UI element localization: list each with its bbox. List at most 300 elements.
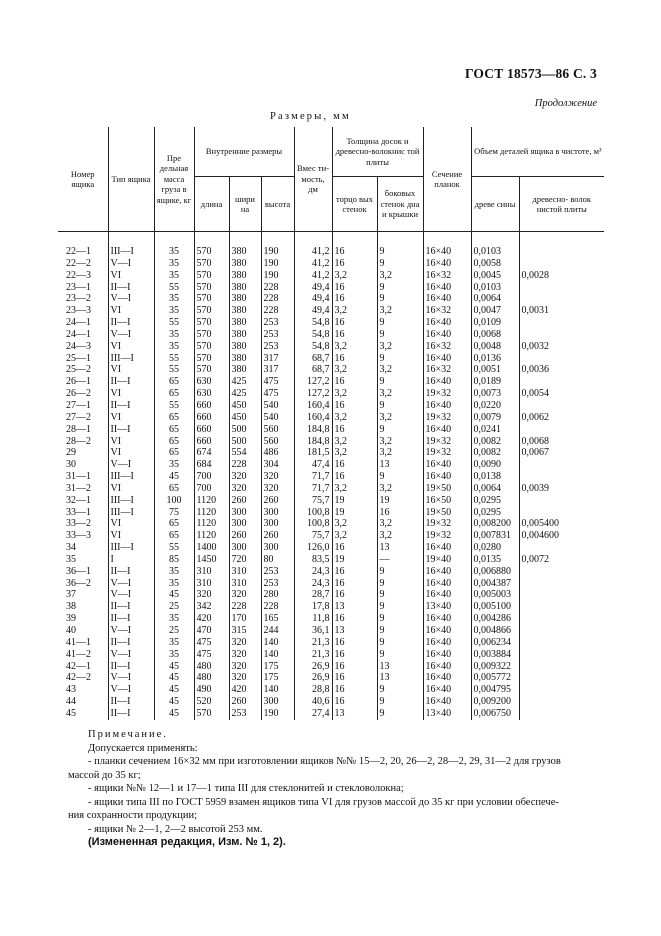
cell-wood-volume: 0,004795	[471, 684, 519, 696]
cell-width: 320	[229, 672, 261, 684]
cell-capacity: 26,9	[294, 672, 332, 684]
cell-length: 310	[194, 578, 229, 590]
header-width: шири на	[229, 177, 261, 232]
cell-height: 317	[261, 364, 294, 376]
cell-capacity: 181,5	[294, 447, 332, 459]
cell-wood-volume: 0,005003	[471, 589, 519, 601]
cell-length: 480	[194, 661, 229, 673]
cell-fibreboard-volume	[519, 495, 604, 507]
cell-mass: 55	[154, 542, 194, 554]
cell-fibreboard-volume: 0,0032	[519, 341, 604, 353]
table-row	[58, 447, 604, 459]
cell-height: 300	[261, 507, 294, 519]
cell-type: V—I	[108, 578, 154, 590]
cell-wood-volume: 0,0090	[471, 459, 519, 471]
cell-side-walls: 13	[377, 661, 423, 673]
cell-width: 300	[229, 542, 261, 554]
cell-wood-volume: 0,0138	[471, 471, 519, 483]
cell-type: III—I	[108, 232, 154, 258]
cell-fibreboard-volume	[519, 317, 604, 329]
cell-fibreboard-volume	[519, 459, 604, 471]
cell-number: 27—2	[66, 411, 91, 423]
cell-width: 300	[229, 507, 261, 519]
cell-number: 42—1	[66, 660, 91, 672]
cell-capacity: 71,7	[294, 483, 332, 495]
cell-number: 43	[66, 684, 76, 696]
cell-side-walls: 3,2	[377, 305, 423, 317]
cell-fibreboard-volume	[519, 708, 604, 720]
cell-width: 500	[229, 424, 261, 436]
cell-height: 140	[261, 684, 294, 696]
cell-number: 22—1	[66, 246, 91, 257]
cell-number: 22—3	[66, 269, 91, 281]
cell-end-walls: 16	[332, 672, 377, 684]
cell-type: V—I	[108, 672, 154, 684]
note-line: ния сохранности продукции;	[68, 810, 198, 821]
cell-fibreboard-volume	[519, 613, 604, 625]
cell-type: VI	[108, 436, 154, 448]
cell-mass: 45	[154, 589, 194, 601]
cell-wood-volume: 0,0058	[471, 258, 519, 270]
cell-end-walls: 16	[332, 613, 377, 625]
cell-wood-volume: 0,0135	[471, 554, 519, 566]
cell-width: 380	[229, 293, 261, 305]
cell-length: 684	[194, 459, 229, 471]
header-height: высота	[261, 177, 294, 232]
header-fibreboard: древесно- волок нистой плиты	[519, 177, 604, 232]
cell-mass: 35	[154, 459, 194, 471]
cell-mass: 35	[154, 613, 194, 625]
cell-side-walls: 13	[377, 542, 423, 554]
cell-width: 320	[229, 637, 261, 649]
note-line: - ящики №№ 12—1 и 17—1 типа III для стеклонитей и стекловолокна;	[88, 783, 404, 794]
cell-length: 660	[194, 424, 229, 436]
cell-fibreboard-volume: 0,0031	[519, 305, 604, 317]
cell-fibreboard-volume: 0,0062	[519, 412, 604, 424]
cell-type: I	[108, 554, 154, 566]
cell-side-walls: 3,2	[377, 341, 423, 353]
cell-capacity: 21,3	[294, 637, 332, 649]
cell-height: 300	[261, 696, 294, 708]
cell-number: 25—2	[66, 364, 91, 376]
cell-length: 490	[194, 684, 229, 696]
cell-length: 570	[194, 317, 229, 329]
cell-wood-volume: 0,0082	[471, 447, 519, 459]
cell-height: 253	[261, 566, 294, 578]
cell-end-walls: 13	[332, 625, 377, 637]
cell-capacity: 54,8	[294, 317, 332, 329]
cell-length: 1120	[194, 495, 229, 507]
cell-wood-volume: 0,005100	[471, 601, 519, 613]
cell-width: 320	[229, 661, 261, 673]
page-header: ГОСТ 18573—86 С. 3	[464, 66, 597, 81]
cell-mass: 55	[154, 400, 194, 412]
cell-type: II—I	[108, 376, 154, 388]
cell-battens: 16×32	[423, 270, 471, 282]
cell-length: 700	[194, 483, 229, 495]
header-side-walls: боковых стенок дна и крышки	[377, 177, 423, 232]
cell-length: 342	[194, 601, 229, 613]
cell-wood-volume: 0,0136	[471, 353, 519, 365]
cell-fibreboard-volume: 0,0054	[519, 388, 604, 400]
cell-length: 570	[194, 258, 229, 270]
cell-capacity: 184,8	[294, 436, 332, 448]
cell-battens: 16×40	[423, 589, 471, 601]
cell-capacity: 160,4	[294, 412, 332, 424]
cell-type: VI	[108, 388, 154, 400]
cell-width: 320	[229, 483, 261, 495]
cell-number: 36—1	[66, 565, 91, 577]
cell-height: 140	[261, 649, 294, 661]
cell-length: 570	[194, 282, 229, 294]
cell-fibreboard-volume	[519, 566, 604, 578]
cell-mass: 65	[154, 436, 194, 448]
cell-height: 486	[261, 447, 294, 459]
cell-wood-volume: 0,0295	[471, 507, 519, 519]
cell-mass: 45	[154, 661, 194, 673]
cell-height: 244	[261, 625, 294, 637]
cell-capacity: 68,7	[294, 353, 332, 365]
table-row	[58, 293, 604, 305]
table-row	[58, 530, 604, 542]
cell-wood-volume: 0,0047	[471, 305, 519, 317]
cell-capacity: 26,9	[294, 661, 332, 673]
cell-capacity: 68,7	[294, 364, 332, 376]
cell-width: 310	[229, 566, 261, 578]
cell-battens: 16×40	[423, 376, 471, 388]
cell-type: VI	[108, 364, 154, 376]
cell-end-walls: 3,2	[332, 518, 377, 530]
table-row	[58, 317, 604, 329]
cell-type: II—I	[108, 601, 154, 613]
cell-height: 560	[261, 424, 294, 436]
cell-battens: 16×40	[423, 542, 471, 554]
cell-width: 380	[229, 258, 261, 270]
cell-fibreboard-volume	[519, 696, 604, 708]
cell-number: 23—3	[66, 305, 91, 317]
cell-width: 380	[229, 270, 261, 282]
cell-side-walls: 3,2	[377, 412, 423, 424]
cell-type: II—I	[108, 566, 154, 578]
cell-mass: 25	[154, 625, 194, 637]
cell-mass: 65	[154, 530, 194, 542]
cell-end-walls: 16	[332, 589, 377, 601]
cell-wood-volume: 0,004866	[471, 625, 519, 637]
cell-wood-volume: 0,0048	[471, 341, 519, 353]
cell-height: 228	[261, 293, 294, 305]
cell-mass: 55	[154, 317, 194, 329]
cell-wood-volume: 0,009200	[471, 696, 519, 708]
table-caption: Размеры, мм	[270, 111, 351, 122]
cell-width: 425	[229, 388, 261, 400]
cell-fibreboard-volume	[519, 542, 604, 554]
cell-mass: 65	[154, 376, 194, 388]
cell-end-walls: 3,2	[332, 305, 377, 317]
cell-length: 660	[194, 412, 229, 424]
cell-capacity: 28,7	[294, 589, 332, 601]
cell-type: II—I	[108, 317, 154, 329]
cell-width: 450	[229, 412, 261, 424]
cell-capacity: 160,4	[294, 400, 332, 412]
cell-length: 700	[194, 471, 229, 483]
cell-number: 24—3	[66, 340, 91, 352]
cell-wood-volume: 0,006880	[471, 566, 519, 578]
cell-wood-volume: 0,007831	[471, 530, 519, 542]
cell-length: 470	[194, 625, 229, 637]
cell-end-walls: 19	[332, 554, 377, 566]
cell-type: VI	[108, 483, 154, 495]
table-row	[58, 282, 604, 294]
cell-length: 660	[194, 400, 229, 412]
cell-side-walls: 9	[377, 637, 423, 649]
cell-capacity: 28,8	[294, 684, 332, 696]
cell-type: III—I	[108, 542, 154, 554]
cell-side-walls: 9	[377, 601, 423, 613]
cell-mass: 85	[154, 554, 194, 566]
table-row	[58, 471, 604, 483]
cell-battens: 13×40	[423, 601, 471, 613]
cell-width: 500	[229, 436, 261, 448]
table-row	[58, 495, 604, 507]
cell-battens: 16×40	[423, 293, 471, 305]
cell-end-walls: 16	[332, 282, 377, 294]
cell-side-walls: 3,2	[377, 388, 423, 400]
table-row	[58, 684, 604, 696]
cell-end-walls: 16	[332, 353, 377, 365]
cell-side-walls: 9	[377, 282, 423, 294]
cell-end-walls: 16	[332, 696, 377, 708]
table-row	[58, 672, 604, 684]
cell-type: VI	[108, 530, 154, 542]
cell-length: 1450	[194, 554, 229, 566]
cell-number: 30	[66, 459, 76, 471]
cell-capacity: 21,3	[294, 649, 332, 661]
cell-battens: 16×50	[423, 495, 471, 507]
cell-height: 175	[261, 672, 294, 684]
cell-fibreboard-volume	[519, 376, 604, 388]
cell-fibreboard-volume	[519, 232, 604, 258]
cell-capacity: 41,2	[294, 270, 332, 282]
cell-end-walls: 13	[332, 708, 377, 720]
cell-mass: 35	[154, 305, 194, 317]
cell-battens: 16×40	[423, 625, 471, 637]
cell-number: 41—1	[66, 636, 91, 648]
cell-side-walls: 9	[377, 317, 423, 329]
cell-end-walls: 3,2	[332, 341, 377, 353]
cell-mass: 65	[154, 424, 194, 436]
cell-height: 320	[261, 483, 294, 495]
cell-number: 27—1	[66, 399, 91, 411]
table-row	[58, 258, 604, 270]
cell-wood-volume: 0,0220	[471, 400, 519, 412]
table-row	[58, 578, 604, 590]
cell-height: 253	[261, 341, 294, 353]
cell-width: 380	[229, 305, 261, 317]
cell-wood-volume: 0,005772	[471, 672, 519, 684]
cell-side-walls: 3,2	[377, 483, 423, 495]
cell-fibreboard-volume: 0,005400	[519, 518, 604, 530]
cell-type: V—I	[108, 625, 154, 637]
cell-length: 475	[194, 637, 229, 649]
cell-side-walls: 3,2	[377, 518, 423, 530]
cell-capacity: 75,7	[294, 530, 332, 542]
cell-battens: 13×40	[423, 708, 471, 720]
cell-end-walls: 3,2	[332, 270, 377, 282]
cell-capacity: 49,4	[294, 305, 332, 317]
cell-width: 420	[229, 684, 261, 696]
cell-side-walls: 9	[377, 424, 423, 436]
cell-side-walls: 16	[377, 507, 423, 519]
cell-height: 190	[261, 708, 294, 720]
cell-type: II—I	[108, 282, 154, 294]
cell-fibreboard-volume	[519, 424, 604, 436]
cell-number: 33—1	[66, 506, 91, 518]
cell-capacity: 54,8	[294, 341, 332, 353]
table-row	[58, 542, 604, 554]
cell-end-walls: 3,2	[332, 483, 377, 495]
cell-width: 228	[229, 459, 261, 471]
cell-height: 140	[261, 637, 294, 649]
cell-type: V—I	[108, 459, 154, 471]
cell-height: 260	[261, 495, 294, 507]
cell-mass: 45	[154, 708, 194, 720]
cell-type: VI	[108, 270, 154, 282]
cell-end-walls: 3,2	[332, 412, 377, 424]
table-row	[58, 566, 604, 578]
cell-wood-volume: 0,0295	[471, 495, 519, 507]
cell-height: 475	[261, 388, 294, 400]
cell-height: 190	[261, 258, 294, 270]
cell-wood-volume: 0,0051	[471, 364, 519, 376]
cell-mass: 55	[154, 364, 194, 376]
cell-number: 25—1	[66, 352, 91, 364]
cell-side-walls: 3,2	[377, 270, 423, 282]
cell-width: 320	[229, 589, 261, 601]
note-line: массой до 35 кг;	[68, 769, 141, 781]
cell-side-walls: 3,2	[377, 447, 423, 459]
cell-length: 420	[194, 613, 229, 625]
table-row	[58, 305, 604, 317]
cell-capacity: 41,2	[294, 258, 332, 270]
cell-mass: 55	[154, 353, 194, 365]
cell-mass: 35	[154, 341, 194, 353]
cell-capacity: 27,4	[294, 708, 332, 720]
cell-width: 380	[229, 364, 261, 376]
cell-width: 380	[229, 232, 261, 258]
cell-type: V—I	[108, 684, 154, 696]
cell-type: VI	[108, 447, 154, 459]
cell-battens: 19×50	[423, 483, 471, 495]
table-row	[58, 649, 604, 661]
table-row	[58, 376, 604, 388]
cell-width: 253	[229, 708, 261, 720]
cell-number: 45	[66, 707, 76, 719]
cell-width: 380	[229, 282, 261, 294]
cell-fibreboard-volume	[519, 353, 604, 365]
cell-mass: 35	[154, 578, 194, 590]
cell-fibreboard-volume	[519, 625, 604, 637]
cell-width: 450	[229, 400, 261, 412]
cell-end-walls: 16	[332, 376, 377, 388]
table-row	[58, 483, 604, 495]
cell-length: 1400	[194, 542, 229, 554]
cell-type: V—I	[108, 293, 154, 305]
cell-number: 38	[66, 601, 76, 613]
cell-fibreboard-volume	[519, 589, 604, 601]
cell-length: 310	[194, 566, 229, 578]
table-row	[58, 589, 604, 601]
cell-end-walls: 3,2	[332, 447, 377, 459]
cell-side-walls: 9	[377, 684, 423, 696]
header-thickness: Толщина досок и древесно-волокнис той плиты	[332, 127, 423, 177]
cell-fibreboard-volume: 0,0072	[519, 554, 604, 566]
cell-type: III—I	[108, 353, 154, 365]
cell-length: 630	[194, 388, 229, 400]
cell-end-walls: 16	[332, 471, 377, 483]
cell-capacity: 11,8	[294, 613, 332, 625]
cell-mass: 35	[154, 258, 194, 270]
cell-capacity: 75,7	[294, 495, 332, 507]
cell-side-walls: 9	[377, 258, 423, 270]
cell-length: 570	[194, 232, 229, 258]
cell-capacity: 49,4	[294, 282, 332, 294]
cell-mass: 45	[154, 672, 194, 684]
cell-mass: 75	[154, 507, 194, 519]
cell-number: 31—1	[66, 471, 91, 483]
cell-battens: 16×32	[423, 364, 471, 376]
cell-number: 33—2	[66, 518, 91, 530]
cell-width: 260	[229, 530, 261, 542]
cell-length: 570	[194, 341, 229, 353]
cell-fibreboard-volume	[519, 637, 604, 649]
cell-fibreboard-volume	[519, 661, 604, 673]
cell-wood-volume: 0,0241	[471, 424, 519, 436]
cell-number: 36—2	[66, 577, 91, 589]
cell-capacity: 41,2	[294, 232, 332, 258]
cell-battens: 16×40	[423, 471, 471, 483]
cell-wood-volume: 0,006234	[471, 637, 519, 649]
cell-width: 720	[229, 554, 261, 566]
cell-length: 570	[194, 329, 229, 341]
cell-battens: 16×40	[423, 353, 471, 365]
cell-type: V—I	[108, 329, 154, 341]
cell-width: 260	[229, 696, 261, 708]
cell-end-walls: 16	[332, 232, 377, 258]
cell-end-walls: 16	[332, 317, 377, 329]
table-row	[58, 459, 604, 471]
table-row	[58, 554, 604, 566]
cell-number: 33—3	[66, 530, 91, 542]
cell-end-walls: 3,2	[332, 530, 377, 542]
table-row	[58, 696, 604, 708]
cell-fibreboard-volume	[519, 329, 604, 341]
cell-mass: 35	[154, 566, 194, 578]
header-number: Номер ящика	[58, 127, 108, 232]
cell-number: 41—2	[66, 648, 91, 660]
cell-mass: 35	[154, 270, 194, 282]
cell-number: 34	[66, 542, 76, 554]
cell-battens: 16×40	[423, 566, 471, 578]
cell-type: V—I	[108, 649, 154, 661]
cell-battens: 19×50	[423, 507, 471, 519]
cell-mass: 35	[154, 293, 194, 305]
note-line: - ящики типа III по ГОСТ 5959 взамен ящиков типа VI для грузов массой до 35 кг при условии обеспече-	[88, 796, 559, 808]
cell-battens: 19×32	[423, 436, 471, 448]
cell-side-walls: 3,2	[377, 530, 423, 542]
cell-number: 24—1	[66, 317, 91, 329]
cell-type: III—I	[108, 495, 154, 507]
cell-wood-volume: 0,0073	[471, 388, 519, 400]
